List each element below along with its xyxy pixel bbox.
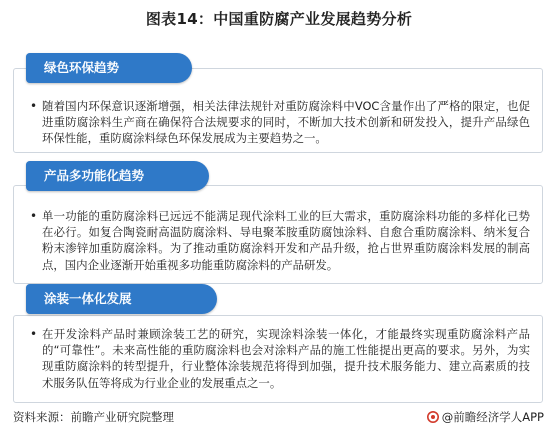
chart-title: 图表14：中国重防腐产业发展趋势分析 bbox=[145, 10, 413, 28]
section-item-green bbox=[30, 98, 530, 147]
bullet-icon: • bbox=[30, 327, 38, 341]
section-item-multifunction bbox=[30, 208, 530, 273]
section-item-integration bbox=[30, 326, 530, 391]
brand-logo-icon bbox=[427, 411, 439, 423]
section-text-integration: 在开发涂料产品时兼顾涂装工艺的研究，实现涂料涂装一体化，才能最终实现重防腐涂料产品的“可靠性”。未来高性能的重防腐涂料也会对涂料产品的施工性能提出更高的要求。另外，为实现重防腐涂料的转型提升，行业整体涂装规范将得到加强，提升技术服务能力、建立高素质的技术服务队伍等将成为行业企业的发展重点之一。 bbox=[42, 327, 530, 390]
section-heading-integration: 涂装一体化发展 bbox=[26, 284, 217, 314]
section-text-multifunction: 单一功能的重防腐涂料已远远不能满足现代涂料工业的巨大需求，重防腐涂料功能的多样化已势在必行。如复合陶瓷耐高温防腐涂料、导电聚苯胺重防腐蚀涂料、自愈合重防腐涂料、纳米复合粉末渗锌加重防腐涂料。为了推动重防腐涂料开发和产品升级，抢占世界重防腐涂料发展的制高点，国内企业逐渐开始重视多功能重防腐涂料的产品研发。 bbox=[42, 209, 530, 272]
section-heading-multifunction: 产品多功能化趋势 bbox=[26, 161, 209, 191]
section-text-green: 随着国内环保意识逐渐增强，相关法律法规针对重防腐涂料中VOC含量作出了严格的限定，也促进重防腐涂料生产商在确保符合法规要求的同时，不断加大技术创新和研发投入，提升产品绿色环保性能，重防腐涂料绿色环保发展成为主要趋势之一。 bbox=[42, 99, 530, 146]
source-note: 资料来源：前瞻产业研究院整理 bbox=[13, 410, 174, 424]
bullet-icon: • bbox=[30, 209, 38, 223]
bullet-icon: • bbox=[30, 99, 38, 113]
brand-credit bbox=[427, 409, 544, 425]
brand-label: @前瞻经济学人APP bbox=[441, 410, 544, 424]
section-heading-green: 绿色环保趋势 bbox=[26, 53, 192, 83]
